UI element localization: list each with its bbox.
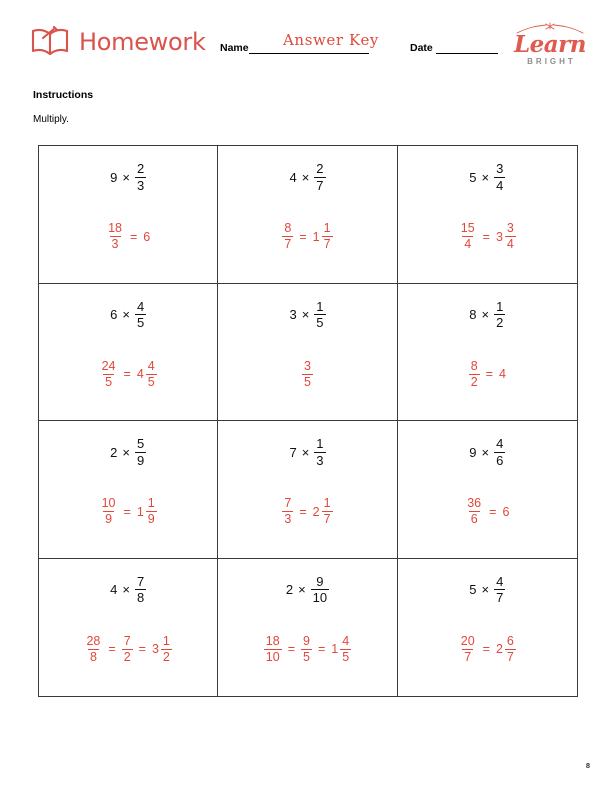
answer-fraction-numerator: 28 (86, 633, 101, 648)
answer-fraction-numerator: 1 (323, 221, 331, 236)
problem-grid (38, 145, 578, 697)
answer-expression (458, 635, 517, 664)
date-field-group (410, 40, 498, 54)
answer-fraction-denominator: 7 (506, 649, 514, 664)
problem-fraction (493, 300, 506, 330)
answer-fraction (263, 635, 283, 664)
equals-sign: = (138, 642, 146, 657)
answer-fraction (468, 360, 481, 389)
answer-fraction (321, 497, 334, 526)
answer-expression (468, 360, 507, 389)
homework-badge (30, 24, 206, 60)
problem-fraction (134, 575, 147, 605)
multiply-operator: × (301, 444, 310, 460)
answer-fraction-denominator: 4 (506, 237, 514, 252)
page-number: 8 (585, 761, 590, 770)
answer-fraction (464, 497, 484, 526)
multiply-operator: × (122, 169, 130, 185)
answer-fraction-numerator: 1 (162, 633, 170, 648)
answer-whole: 2 (495, 642, 503, 657)
problem-whole: 7 (289, 444, 297, 460)
multiply-operator: × (122, 307, 130, 323)
problem-fraction (134, 162, 147, 192)
answer-whole: 3 (151, 642, 159, 657)
problem-expression (468, 162, 506, 192)
answer-fraction-denominator: 5 (304, 374, 311, 389)
answer-fraction-numerator: 24 (101, 358, 116, 373)
answer-fraction-numerator: 18 (108, 221, 122, 236)
equals-sign: = (299, 504, 307, 519)
problem-cell[interactable] (398, 559, 577, 697)
answer-fraction-denominator: 3 (284, 512, 292, 527)
answer-fraction-denominator: 6 (470, 512, 478, 527)
logo-wordmark: Learn (513, 31, 587, 58)
answer-whole: 6 (502, 504, 510, 519)
problem-whole: 8 (469, 307, 477, 323)
answer-fraction-numerator: 20 (460, 633, 475, 648)
problem-whole: 6 (110, 307, 118, 323)
answer-fraction-numerator: 7 (123, 633, 131, 648)
problem-expression (109, 437, 147, 467)
problem-expression (285, 575, 330, 605)
problem-expression (468, 300, 506, 330)
answer-fraction-numerator: 8 (284, 221, 292, 236)
answer-whole: 2 (312, 504, 320, 519)
answer-expression (105, 222, 151, 251)
name-label: Name (220, 41, 249, 54)
multiply-operator: × (122, 582, 130, 598)
multiply-operator: × (481, 582, 490, 598)
problem-fraction (493, 162, 506, 192)
problem-cell[interactable] (218, 421, 397, 559)
multiply-operator: × (301, 169, 310, 185)
problem-expression (109, 575, 147, 605)
answer-fraction-numerator: 3 (506, 221, 514, 236)
problem-fraction-denominator: 3 (136, 177, 145, 193)
answer-whole: 4 (498, 367, 506, 382)
problem-fraction-denominator: 8 (136, 590, 145, 606)
problem-fraction (493, 437, 506, 467)
answer-fraction-numerator: 15 (460, 221, 475, 236)
answer-fraction (121, 635, 134, 664)
problem-fraction-numerator: 2 (316, 161, 324, 176)
equals-sign: = (123, 504, 131, 519)
multiply-operator: × (122, 444, 130, 460)
answer-expression (464, 497, 510, 526)
equals-sign: = (482, 229, 490, 244)
problem-fraction (313, 162, 326, 192)
equals-sign: = (489, 504, 497, 519)
answer-fraction-denominator: 7 (323, 237, 331, 252)
problem-whole: 9 (110, 169, 118, 185)
page-header (0, 0, 612, 80)
problem-fraction-numerator: 1 (316, 436, 324, 451)
logo-subtext: BRIGHT (527, 56, 576, 66)
problem-fraction-numerator: 7 (136, 573, 145, 589)
problem-fraction-denominator: 9 (136, 452, 145, 468)
answer-fraction (300, 635, 313, 664)
answer-fraction-numerator: 7 (284, 496, 292, 511)
answer-fraction-numerator: 1 (323, 496, 331, 511)
problem-fraction (134, 300, 147, 330)
problem-cell[interactable] (218, 146, 397, 284)
problem-fraction-numerator: 3 (496, 161, 504, 176)
open-book-pencil-icon (30, 24, 70, 60)
answer-fraction-numerator: 6 (506, 633, 514, 648)
equals-sign: = (299, 229, 307, 244)
problem-cell[interactable] (39, 284, 218, 422)
problem-fraction (313, 300, 326, 330)
answer-expression (458, 222, 517, 251)
problem-cell[interactable] (39, 421, 218, 559)
problem-fraction-numerator: 4 (136, 298, 145, 314)
problem-expression (109, 162, 147, 192)
answer-fraction-denominator: 7 (464, 649, 472, 664)
answer-fraction-denominator: 8 (89, 649, 97, 664)
problem-fraction-denominator: 2 (496, 315, 504, 331)
multiply-operator: × (301, 307, 310, 323)
answer-fraction-numerator: 9 (303, 633, 310, 648)
problem-fraction-denominator: 5 (136, 315, 145, 331)
problem-fraction-numerator: 4 (496, 573, 504, 589)
answer-fraction (281, 497, 294, 526)
answer-whole: 3 (495, 229, 503, 244)
instructions-heading: Instructions (33, 89, 94, 101)
problem-fraction-denominator: 7 (496, 590, 504, 606)
answer-fraction-denominator: 10 (265, 649, 280, 664)
answer-fraction-numerator: 4 (147, 358, 155, 373)
date-label: Date (410, 41, 433, 54)
equals-sign: = (129, 229, 138, 244)
problem-whole: 2 (285, 582, 294, 598)
answer-fraction (321, 222, 334, 251)
problem-fraction-denominator: 10 (312, 590, 328, 606)
problem-cell[interactable] (218, 284, 397, 422)
answer-expression (263, 635, 352, 664)
problem-cell[interactable] (39, 559, 218, 697)
answer-fraction-denominator: 9 (147, 512, 155, 527)
problem-fraction (134, 437, 147, 467)
answer-fraction-numerator: 18 (265, 633, 280, 648)
answer-fraction-denominator: 7 (284, 237, 292, 252)
answer-whole: 1 (331, 642, 339, 657)
answer-fraction (281, 222, 294, 251)
problem-expression (288, 437, 326, 467)
answer-fraction-numerator: 1 (147, 496, 155, 511)
problem-fraction-numerator: 5 (136, 436, 145, 451)
answer-fraction (99, 497, 119, 526)
problem-fraction (313, 437, 326, 467)
answer-fraction-numerator: 4 (342, 633, 350, 648)
multiply-operator: × (298, 582, 306, 598)
answer-expression (99, 497, 158, 526)
equals-sign: = (123, 367, 131, 382)
answer-fraction-denominator: 5 (105, 374, 113, 389)
answer-fraction-numerator: 36 (467, 496, 482, 511)
answer-fraction (504, 635, 517, 664)
answer-expression (281, 497, 333, 526)
answer-fraction (301, 360, 314, 389)
problem-whole: 4 (110, 582, 118, 598)
answer-fraction-denominator: 3 (111, 237, 119, 252)
problem-fraction-numerator: 1 (316, 298, 324, 314)
answer-expression (301, 360, 314, 389)
answer-fraction (339, 635, 352, 664)
problem-whole: 3 (289, 307, 297, 323)
problem-cell[interactable] (398, 146, 577, 284)
learn-bright-logo (508, 22, 592, 68)
answer-fraction-numerator: 3 (304, 358, 311, 373)
answer-fraction-denominator: 2 (123, 649, 131, 664)
answer-fraction-denominator: 9 (105, 512, 113, 527)
equals-sign: = (482, 642, 490, 657)
answer-fraction (160, 635, 173, 664)
answer-expression (83, 635, 172, 664)
answer-expression (281, 222, 333, 251)
answer-whole: 4 (136, 367, 144, 382)
problem-fraction-numerator: 2 (136, 161, 145, 176)
answer-expression (99, 360, 158, 389)
answer-whole: 6 (143, 229, 151, 244)
answer-fraction (99, 360, 119, 389)
date-input[interactable] (436, 40, 498, 54)
answer-whole: 1 (136, 504, 144, 519)
problem-fraction-denominator: 7 (316, 177, 324, 193)
problem-fraction-denominator: 3 (316, 452, 324, 468)
answer-fraction (458, 635, 478, 664)
problem-whole: 4 (289, 169, 297, 185)
problem-fraction-denominator: 4 (496, 177, 504, 193)
answer-fraction-denominator: 2 (470, 374, 478, 389)
problem-cell[interactable] (218, 559, 397, 697)
name-field-value: Answer Key (283, 31, 379, 49)
multiply-operator: × (481, 169, 490, 185)
answer-fraction-denominator: 5 (342, 649, 350, 664)
equals-sign: = (108, 642, 116, 657)
answer-fraction (145, 360, 158, 389)
answer-fraction (145, 497, 158, 526)
problem-whole: 5 (469, 169, 477, 185)
answer-fraction-denominator: 7 (323, 512, 331, 527)
equals-sign: = (485, 367, 493, 382)
answer-whole: 1 (312, 229, 320, 244)
answer-fraction-denominator: 2 (162, 649, 170, 664)
answer-fraction (105, 222, 125, 251)
answer-fraction-denominator: 5 (303, 649, 310, 664)
answer-fraction (83, 635, 103, 664)
problem-fraction (493, 575, 506, 605)
problem-cell[interactable] (39, 146, 218, 284)
answer-fraction (458, 222, 478, 251)
answer-fraction-denominator: 4 (464, 237, 472, 252)
answer-fraction-denominator: 5 (147, 374, 155, 389)
problem-fraction-numerator: 9 (316, 573, 324, 589)
problem-fraction (310, 575, 330, 605)
instructions-text: Multiply. (33, 114, 69, 125)
problem-whole: 5 (469, 582, 477, 598)
problem-expression (468, 575, 506, 605)
problem-whole: 2 (110, 444, 118, 460)
problem-expression (468, 437, 506, 467)
problem-expression (288, 162, 326, 192)
problem-fraction-numerator: 1 (496, 298, 504, 314)
worksheet-type-title: Homework (79, 28, 206, 56)
problem-fraction-denominator: 6 (496, 452, 504, 468)
multiply-operator: × (481, 444, 490, 460)
equals-sign: = (317, 642, 326, 657)
problem-fraction-numerator: 4 (496, 436, 504, 451)
problem-cell[interactable] (398, 284, 577, 422)
problem-cell[interactable] (398, 421, 577, 559)
problem-fraction-denominator: 5 (316, 315, 324, 331)
answer-fraction-numerator: 10 (101, 496, 116, 511)
multiply-operator: × (481, 307, 490, 323)
problem-whole: 9 (469, 444, 477, 460)
answer-fraction (504, 222, 517, 251)
answer-fraction-numerator: 8 (470, 358, 478, 373)
problem-expression (109, 300, 147, 330)
equals-sign: = (287, 642, 296, 657)
problem-expression (288, 300, 326, 330)
